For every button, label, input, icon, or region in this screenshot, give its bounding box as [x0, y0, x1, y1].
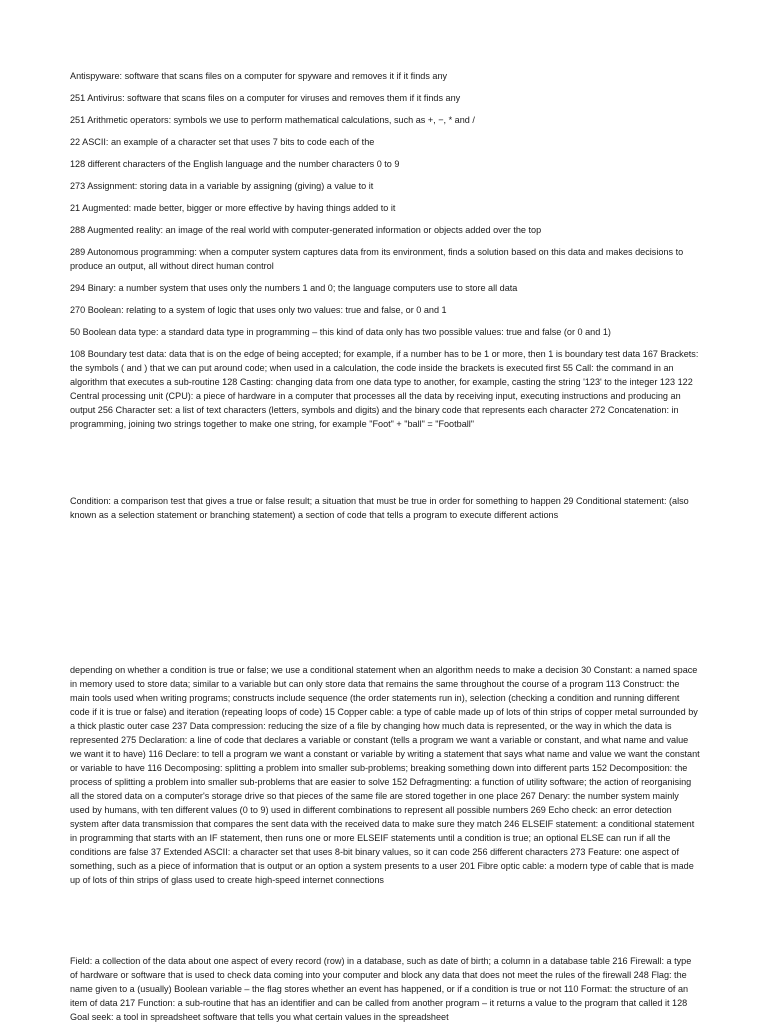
glossary-entry: 22 ASCII: an example of a character set that uses 7 bits to code each of the — [70, 137, 375, 147]
glossary-entry: 270 Boolean: relating to a system of logic that uses only two values: true and false, or 0 and 1 — [70, 305, 447, 315]
glossary-entry: 288 Augmented reality: an image of the real world with computer-generated information or objects added over the top — [70, 225, 542, 235]
glossary-entry: 128 different characters of the English language and the number characters 0 to 9 — [70, 159, 400, 169]
glossary-entry: 21 Augmented: made better, bigger or more effective by having things added to it — [70, 203, 396, 213]
glossary-entries — [70, 69, 700, 431]
glossary-entry: 294 Binary: a number system that uses only the numbers 1 and 0; the language computers use to store all data — [70, 283, 518, 293]
glossary-entry: 108 Boundary test data: data that is on the edge of being accepted; for example, if a number has to be 1 or more, then 1 is boundary test data 167 Brackets: the symbols ( and ) that we can put around code; when used in a calculation, the code inside the brackets is executed first 55 Call: the command in an algorithm that executes a sub-routine 128 Casting: changing data from one data type to another, for example, casting the string '123' to the integer 123 122 Central processing unit (CPU): a piece of hardware in a computer that processes all the data by receiving input, executing instructions and producing an output 256 Character set: a list of text characters (letters, symbols and digits) and the binary code that represents each character 272 Concatenation: in programming, joining two strings together to make one string, for example "Foot" + "ball" = "Football" — [70, 349, 699, 429]
glossary-entry: 273 Assignment: storing data in a variable by assigning (giving) a value to it — [70, 181, 374, 191]
condition-paragraph: Condition: a comparison test that gives a true or false result; a situation that must be true in order for something to happen 29 Conditional statement: (also known as a selection statement or branching statement) a section of code that tells a program to execute different actions — [70, 496, 689, 520]
field-paragraph: Field: a collection of the data about one aspect of every record (row) in a database, such as date of birth; a column in a database table 216 Firewall: a type of hardware or software that is used to check data coming into your computer and block any data that does not meet the rules of the firewall 248 Flag: the name given to a (usually) Boolean variable – the flag stores whether an event has happened, or if a condition is true or not 110 Format: the structure of an item of data 217 Function: a sub-routine that has an identifier and can be called from another program – it returns a value to the program that called it 128 Goal seek: a tool in spreadsheet software that tells you what certain values in the spreadsheet — [70, 956, 692, 1022]
glossary-entry: 289 Autonomous programming: when a computer system captures data from its environment, finds a solution based on this data and makes decisions to produce an output, all without direct human control — [70, 247, 684, 271]
field-paragraph-block — [70, 954, 700, 1024]
glossary-entry: 50 Boolean data type: a standard data type in programming – this kind of data only has two possible values: true and false (or 0 and 1) — [70, 327, 611, 337]
depending-paragraph: depending on whether a condition is true or false; we use a conditional statement when an algorithm needs to make a decision 30 Constant: a named space in memory used to store data; similar to a variable but can only store data that remains the same throughout the course of a program 113 Construct: the main tools used when writing programs; constructs include sequence (the order statements run in), selection (checking a condition and running different code if it is true or false) and iteration (repeating loops of code) 15 Copper cable: a type of cable made up of lots of thin strips of copper metal surrounded by a thick plastic outer case 237 Data compression: reducing the size of a file by changing how much data is represented, or the way in which the data is represented 275 Declaration: a line of code that declares a variable or constant (tells a program we want a variable or constant, and what name and value we want it to have) 116 Declare: to tell a program we want a constant or variable by writing a statement that says what name and value we want the constant or variable to have 116 Decomposing: splitting a problem into smaller sub-problems; breaking something down into different parts 152 Decomposition: the process of splitting a problem into smaller sub-problems that are easier to solve 152 Defragmenting: a function of utility software; the action of reorganising all the stored data on a computer's storage drive so that pieces of the same file are stored together in one place 267 Denary: the number system mainly used by humans, with ten different values (0 to 9) used in different combinations to represent all possible numbers 269 Echo check: an error detection system after data transmission that compares the sent data with the received data to make sure they match 246 ELSEIF statement: a conditional statement in programming that starts with an IF statement, then runs one or more ELSEIF statements until a condition is true; an optional ELSE can run if all the conditions are false 37 Extended ASCII: a character set that uses 8-bit binary values, so it can code 256 different characters 273 Feature: one aspect of something, such as a piece of information that is output or an option a system presents to a user 201 Fibre optic cable: a modern type of cable that is made up of lots of thin strips of glass used to create high-speed internet connections — [70, 665, 700, 885]
glossary-entry: 251 Antivirus: software that scans files on a computer for viruses and removes them if it finds any — [70, 93, 461, 103]
condition-paragraph-block — [70, 494, 700, 522]
glossary-entry: 251 Arithmetic operators: symbols we use to perform mathematical calculations, such as +, −, * and / — [70, 115, 475, 125]
glossary-entry: Antispyware: software that scans files on a computer for spyware and removes it if it finds any — [70, 71, 448, 81]
depending-paragraph-block — [70, 663, 700, 887]
